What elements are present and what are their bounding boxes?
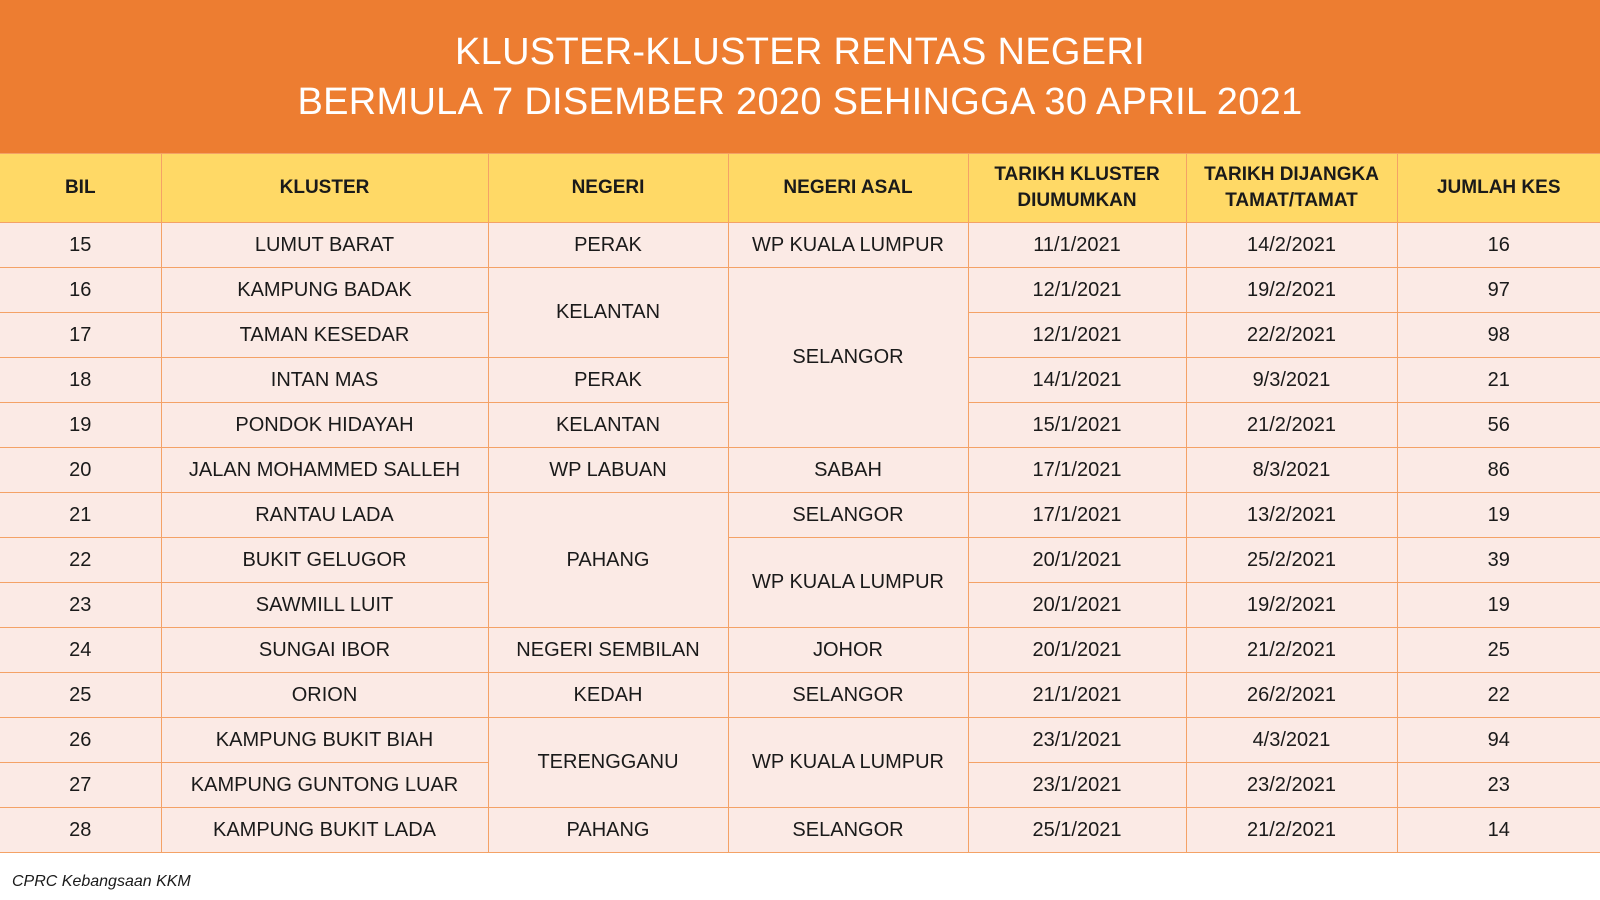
cell-negeri: PERAK — [488, 223, 728, 268]
cell-negeri: KELANTAN — [488, 268, 728, 358]
cell-jumlah-kes: 19 — [1397, 493, 1600, 538]
cell-kluster: RANTAU LADA — [161, 493, 488, 538]
cell-negeri: PAHANG — [488, 493, 728, 628]
cell-jumlah-kes: 94 — [1397, 718, 1600, 763]
cell-jumlah-kes: 16 — [1397, 223, 1600, 268]
cell-diumumkan: 20/1/2021 — [968, 538, 1186, 583]
table-row — [0, 673, 1600, 718]
cell-kluster: SUNGAI IBOR — [161, 628, 488, 673]
cell-bil: 20 — [0, 448, 161, 493]
cell-bil: 23 — [0, 583, 161, 628]
cell-bil: 28 — [0, 808, 161, 853]
table-row — [0, 493, 1600, 538]
table-row — [0, 808, 1600, 853]
cell-diumumkan: 17/1/2021 — [968, 448, 1186, 493]
cell-negeri-asal: WP KUALA LUMPUR — [728, 538, 968, 628]
source-footnote: CPRC Kebangsaan KKM — [12, 873, 191, 890]
cell-diumumkan: 12/1/2021 — [968, 313, 1186, 358]
header-tarikh-diumumkan-line2: DIUMUMKAN — [1017, 190, 1137, 211]
cell-negeri-asal: WP KUALA LUMPUR — [728, 718, 968, 808]
table-row — [0, 448, 1600, 493]
cell-negeri: KELANTAN — [488, 403, 728, 448]
cell-jumlah-kes: 97 — [1397, 268, 1600, 313]
cell-kluster: ORION — [161, 673, 488, 718]
cell-bil: 27 — [0, 763, 161, 808]
header-tarikh-diumumkan — [968, 154, 1186, 223]
header-jumlah-kes: JUMLAH KES — [1397, 154, 1600, 223]
cell-negeri-asal: SELANGOR — [728, 808, 968, 853]
header-tarikh-tamat — [1186, 154, 1397, 223]
cell-kluster: INTAN MAS — [161, 358, 488, 403]
cell-kluster: JALAN MOHAMMED SALLEH — [161, 448, 488, 493]
cell-kluster: SAWMILL LUIT — [161, 583, 488, 628]
cell-tamat: 9/3/2021 — [1186, 358, 1397, 403]
cell-tamat: 4/3/2021 — [1186, 718, 1397, 763]
cell-tamat: 13/2/2021 — [1186, 493, 1397, 538]
cell-bil: 19 — [0, 403, 161, 448]
cell-negeri: TERENGGANU — [488, 718, 728, 808]
cell-bil: 21 — [0, 493, 161, 538]
cell-diumumkan: 20/1/2021 — [968, 583, 1186, 628]
title-line-1: KLUSTER-KLUSTER RENTAS NEGERI — [454, 30, 1145, 73]
cell-tamat: 8/3/2021 — [1186, 448, 1397, 493]
cell-kluster: KAMPUNG BUKIT LADA — [161, 808, 488, 853]
header-negeri: NEGERI — [488, 154, 728, 223]
cell-negeri-asal: WP KUALA LUMPUR — [728, 223, 968, 268]
cell-kluster: KAMPUNG GUNTONG LUAR — [161, 763, 488, 808]
header-kluster: KLUSTER — [161, 154, 488, 223]
header-tarikh-tamat-line1: TARIKH DIJANGKA — [1204, 164, 1379, 185]
cell-negeri: WP LABUAN — [488, 448, 728, 493]
cell-negeri-asal: SABAH — [728, 448, 968, 493]
title-line-2: BERMULA 7 DISEMBER 2020 SEHINGGA 30 APRIL 2021 — [297, 80, 1303, 123]
cell-tamat: 22/2/2021 — [1186, 313, 1397, 358]
cell-diumumkan: 17/1/2021 — [968, 493, 1186, 538]
cell-jumlah-kes: 21 — [1397, 358, 1600, 403]
header-tarikh-tamat-line2: TAMAT/TAMAT — [1225, 190, 1358, 211]
cell-bil: 24 — [0, 628, 161, 673]
cell-tamat: 21/2/2021 — [1186, 808, 1397, 853]
cell-kluster: PONDOK HIDAYAH — [161, 403, 488, 448]
cell-jumlah-kes: 23 — [1397, 763, 1600, 808]
header-negeri-asal: NEGERI ASAL — [728, 154, 968, 223]
cell-jumlah-kes: 39 — [1397, 538, 1600, 583]
cell-bil: 16 — [0, 268, 161, 313]
cell-diumumkan: 23/1/2021 — [968, 763, 1186, 808]
cell-kluster: TAMAN KESEDAR — [161, 313, 488, 358]
table-row — [0, 628, 1600, 673]
table-row — [0, 538, 1600, 583]
cell-negeri: PAHANG — [488, 808, 728, 853]
cell-diumumkan: 25/1/2021 — [968, 808, 1186, 853]
cell-kluster: LUMUT BARAT — [161, 223, 488, 268]
cell-jumlah-kes: 19 — [1397, 583, 1600, 628]
cell-diumumkan: 11/1/2021 — [968, 223, 1186, 268]
cell-bil: 17 — [0, 313, 161, 358]
cell-bil: 18 — [0, 358, 161, 403]
cell-negeri-asal: SELANGOR — [728, 493, 968, 538]
cell-jumlah-kes: 14 — [1397, 808, 1600, 853]
cell-diumumkan: 15/1/2021 — [968, 403, 1186, 448]
title-banner — [0, 0, 1600, 153]
cell-jumlah-kes: 56 — [1397, 403, 1600, 448]
cell-diumumkan: 21/1/2021 — [968, 673, 1186, 718]
cell-bil: 15 — [0, 223, 161, 268]
cell-tamat: 25/2/2021 — [1186, 538, 1397, 583]
cell-negeri: KEDAH — [488, 673, 728, 718]
table-row — [0, 718, 1600, 763]
cell-jumlah-kes: 22 — [1397, 673, 1600, 718]
cell-jumlah-kes: 98 — [1397, 313, 1600, 358]
cell-kluster: BUKIT GELUGOR — [161, 538, 488, 583]
cell-jumlah-kes: 86 — [1397, 448, 1600, 493]
cell-tamat: 19/2/2021 — [1186, 583, 1397, 628]
cell-negeri-asal: SELANGOR — [728, 268, 968, 448]
cell-tamat: 26/2/2021 — [1186, 673, 1397, 718]
cell-kluster: KAMPUNG BUKIT BIAH — [161, 718, 488, 763]
cell-diumumkan: 20/1/2021 — [968, 628, 1186, 673]
cell-diumumkan: 12/1/2021 — [968, 268, 1186, 313]
cell-bil: 26 — [0, 718, 161, 763]
header-bil: BIL — [0, 154, 161, 223]
cell-kluster: KAMPUNG BADAK — [161, 268, 488, 313]
cell-tamat: 21/2/2021 — [1186, 628, 1397, 673]
table-header-row — [0, 154, 1600, 223]
cell-tamat: 21/2/2021 — [1186, 403, 1397, 448]
table-row — [0, 223, 1600, 268]
cell-tamat: 23/2/2021 — [1186, 763, 1397, 808]
cell-bil: 25 — [0, 673, 161, 718]
cell-negeri: PERAK — [488, 358, 728, 403]
cell-negeri-asal: JOHOR — [728, 628, 968, 673]
cluster-table — [0, 153, 1600, 853]
cell-diumumkan: 14/1/2021 — [968, 358, 1186, 403]
cell-bil: 22 — [0, 538, 161, 583]
table-row — [0, 268, 1600, 313]
cell-jumlah-kes: 25 — [1397, 628, 1600, 673]
cell-diumumkan: 23/1/2021 — [968, 718, 1186, 763]
cell-negeri: NEGERI SEMBILAN — [488, 628, 728, 673]
header-tarikh-diumumkan-line1: TARIKH KLUSTER — [994, 164, 1160, 185]
cell-tamat: 14/2/2021 — [1186, 223, 1397, 268]
cell-negeri-asal: SELANGOR — [728, 673, 968, 718]
cell-tamat: 19/2/2021 — [1186, 268, 1397, 313]
